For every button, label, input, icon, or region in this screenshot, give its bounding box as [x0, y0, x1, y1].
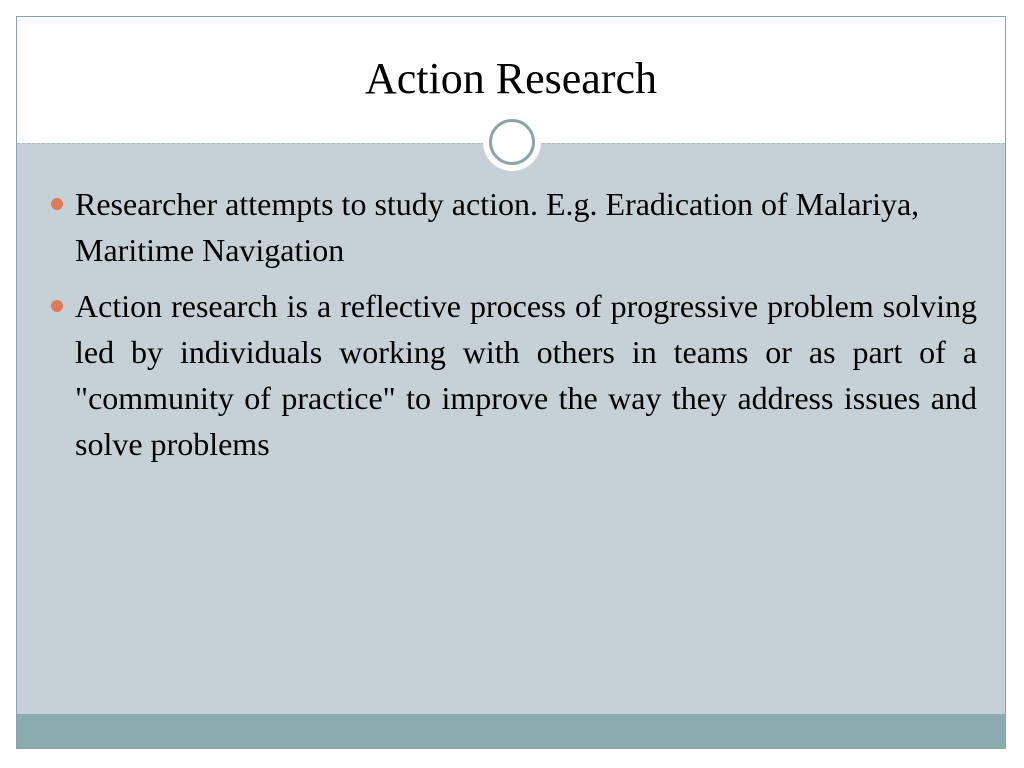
bullet-dot-icon	[51, 198, 63, 210]
slide-title: Action Research	[365, 54, 657, 103]
bullet-dot-icon	[51, 300, 63, 312]
bullet-item	[49, 283, 977, 467]
ring-inner	[489, 119, 535, 165]
bullet-list	[49, 181, 977, 477]
ring-icon	[483, 113, 541, 171]
footer-bar	[17, 714, 1005, 748]
bullet-text: Researcher attempts to study action. E.g. Eradication of Malariya, Maritime Navigation	[75, 186, 920, 268]
bullet-text: Action research is a reflective process of progressive problem solving led by individuals working with others in teams or as part of a "community of practice" to improve the way they address issues and solve problems	[75, 288, 977, 462]
slide	[16, 16, 1006, 749]
bullet-item	[49, 181, 977, 273]
